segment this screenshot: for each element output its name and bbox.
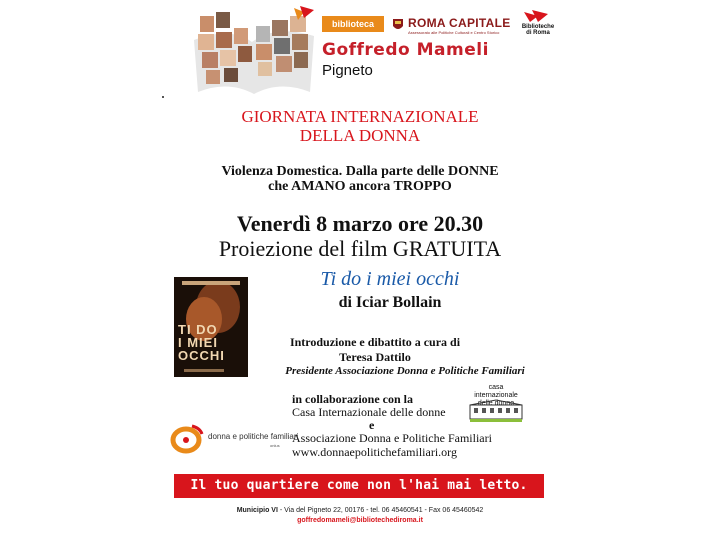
film-director: di Iciar Bollain: [338, 294, 442, 311]
event-title-line2: DELLA DONNA: [299, 126, 421, 145]
roma-capitale-subtitle: Assessorato alle Politiche Culturali e Centro Storico: [408, 30, 500, 35]
event-date: Venerdì 8 marzo ore 20.30: [236, 211, 484, 236]
bdr-line1: Biblioteche: [521, 24, 555, 30]
decorative-dot: [162, 96, 164, 98]
slogan-banner: Il tuo quartiere come non l'hai mai letto.: [174, 474, 544, 498]
roma-capitale-title: ROMA CAPITALE: [408, 16, 511, 30]
library-name: Goffredo Mameli: [322, 40, 489, 60]
collab-line3: e: [369, 418, 375, 432]
footer-address-rest: - Via del Pigneto 22, 00176 - tel. 06 45460541 - Fax 06 45460542: [277, 507, 484, 514]
casa-label-line2: delle donne: [477, 400, 515, 407]
event-subtitle-line2: che AMANO ancora TROPPO: [268, 179, 452, 194]
poster-title-line3: OCCHI: [178, 348, 225, 363]
roma-capitale-emblem-icon: [392, 18, 404, 32]
library-area: Pigneto: [322, 62, 373, 79]
intro-presenter-name: Teresa Dattilo: [339, 350, 411, 364]
casa-label-line1: casa internazionale: [474, 384, 518, 399]
intro-line1: Introduzione e dibattito a cura di: [289, 335, 461, 349]
event-title-line1: GIORNATA INTERNAZIONALE: [241, 107, 479, 126]
poster-title-line2: I MIEI: [178, 335, 218, 350]
library-photo-collage: [190, 6, 318, 96]
footer-email-link[interactable]: goffredomameli@bibliotechediroma.it: [297, 517, 423, 524]
footer-municipio: Municipio VI: [236, 507, 278, 514]
event-subtitle-line1: Violenza Domestica. Dalla parte delle DONNE: [221, 164, 499, 179]
footer-address: [160, 507, 560, 514]
casa-internazionale-building-icon: [468, 399, 524, 423]
film-title: Ti do i miei occhi: [320, 268, 460, 290]
donna-logo-onlus: onlus: [270, 443, 280, 448]
poster-title-line1: TI DO: [178, 322, 218, 337]
donna-politiche-familiari-logo-icon: [170, 424, 204, 454]
film-poster: [174, 277, 248, 377]
poster-title: [178, 323, 225, 362]
event-projection: Proiezione del film GRATUITA: [218, 236, 502, 261]
presenter-role: Presidente Associazione Donna e Politiche Familiari: [285, 365, 525, 377]
bdr-line2: di Roma: [526, 30, 550, 36]
biblioteche-di-roma-text: [516, 24, 560, 36]
donna-logo-text: donna e politiche familiari: [208, 432, 299, 441]
collab-line2: Casa Internazionale delle donne: [292, 405, 446, 419]
collab-line1: in collaborazione con la: [292, 392, 413, 406]
collab-website: www.donnaepolitichefamiliari.org: [292, 445, 457, 459]
collab-line4: Associazione Donna e Politiche Familiari: [292, 431, 492, 445]
biblioteca-tag: biblioteca: [322, 16, 384, 32]
